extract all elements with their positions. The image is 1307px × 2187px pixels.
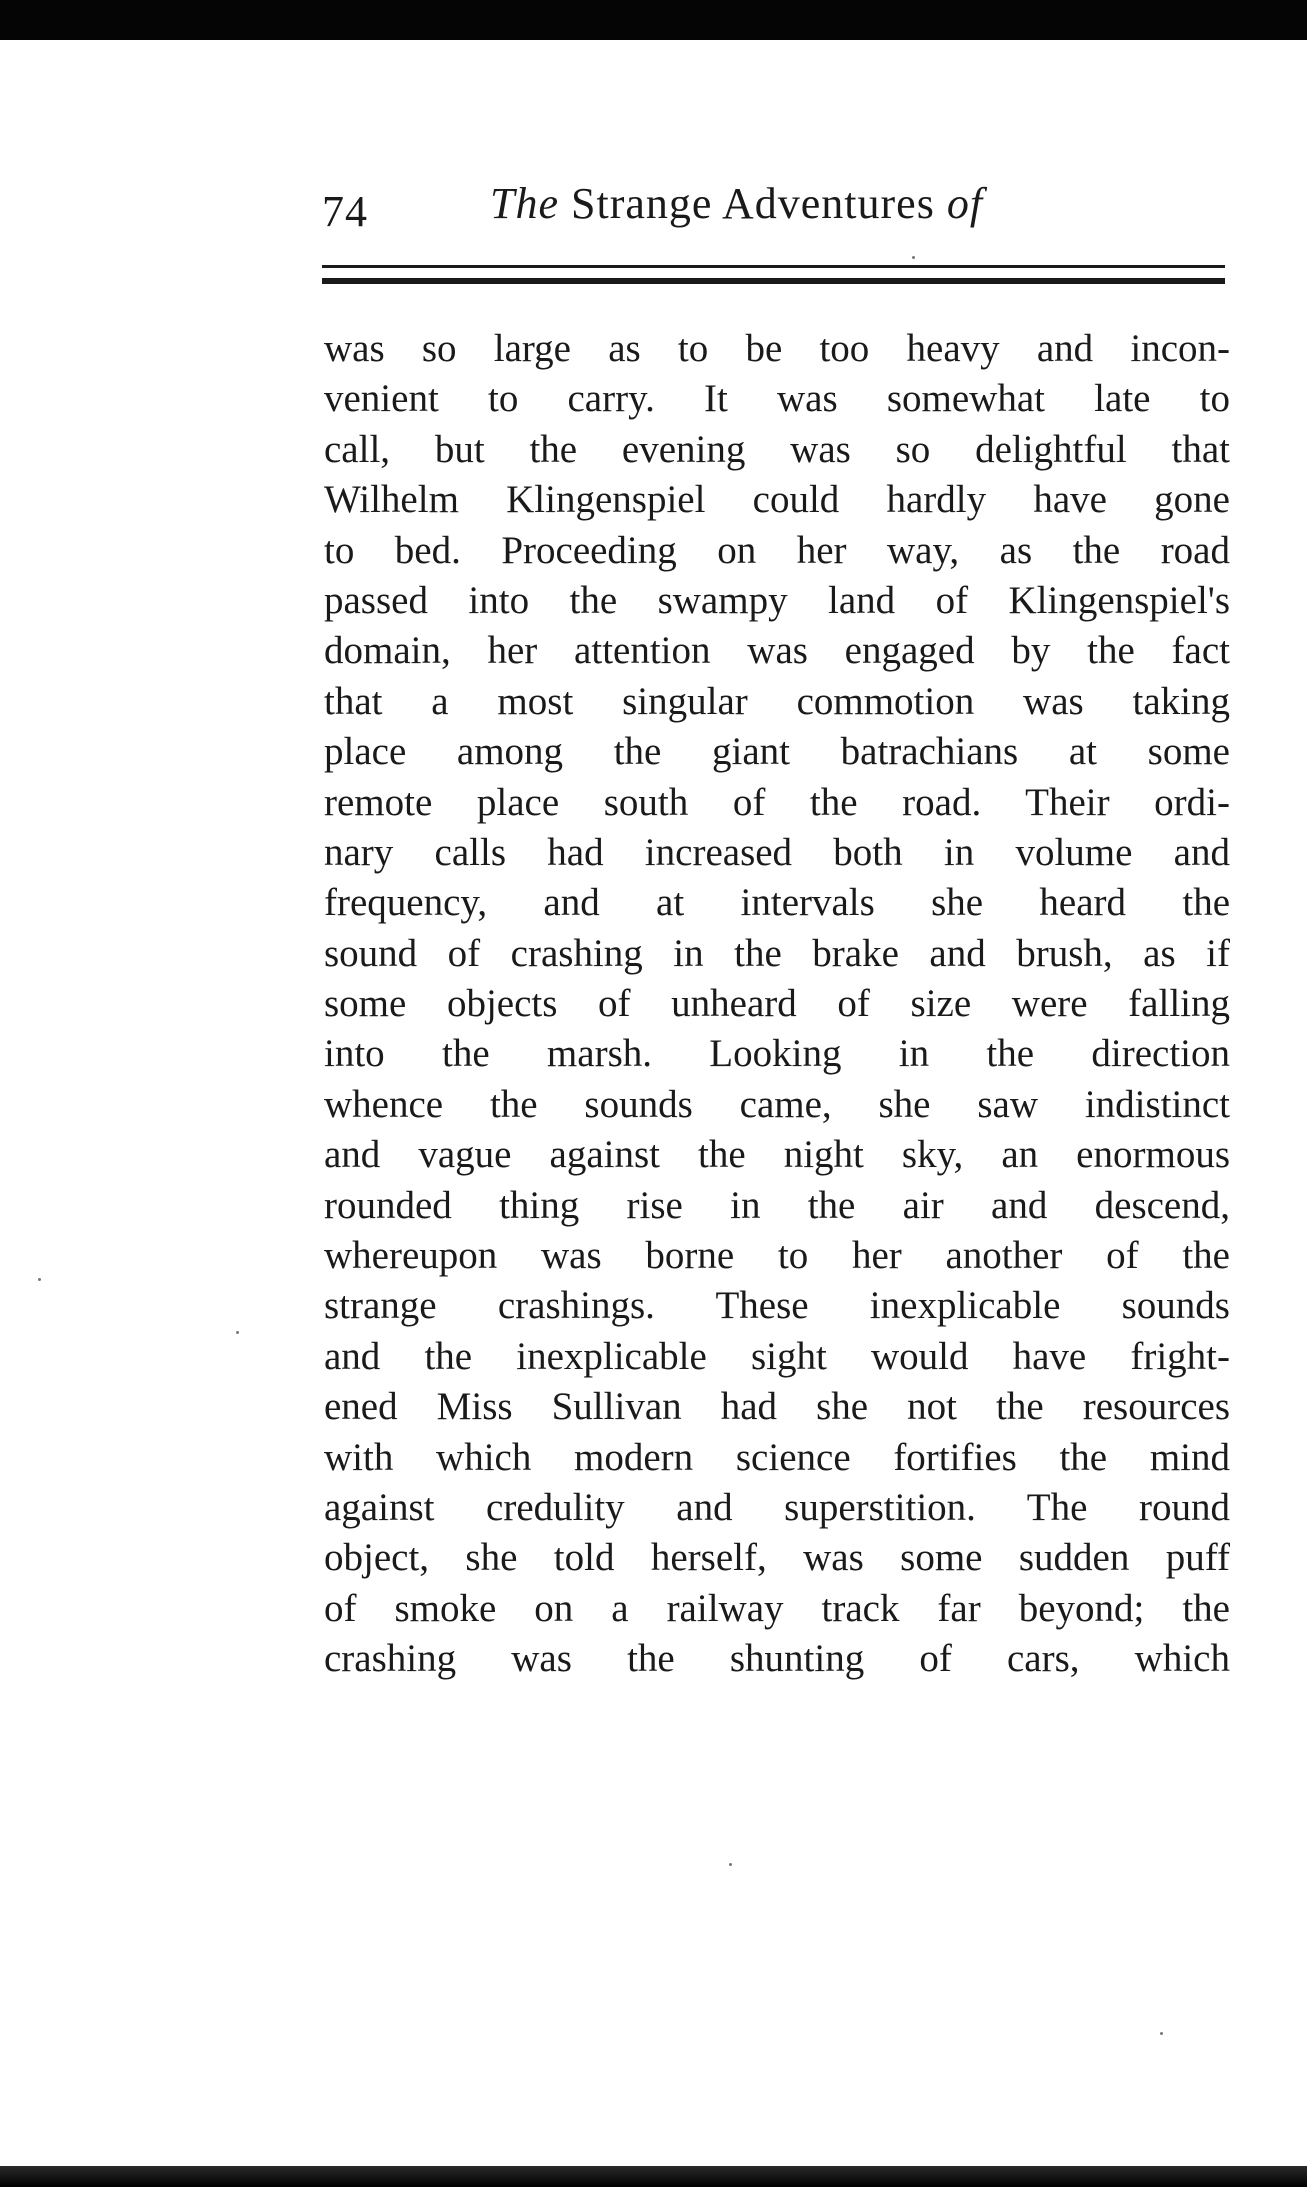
text-line: and the inexplicable sight would have fright-	[324, 1334, 1230, 1378]
header-rule-thick	[322, 278, 1225, 284]
page-number: 74	[322, 187, 368, 236]
text-line: was so large as to be too heavy and incon-	[324, 327, 1230, 370]
paper-speck	[236, 1331, 239, 1334]
text-line: rounded thing rise in the air and descend,	[324, 1183, 1230, 1227]
text-line: with which modern science fortifies the mind	[324, 1435, 1230, 1479]
running-head	[322, 172, 1227, 242]
text-line: domain, her attention was engaged by the fact	[324, 629, 1230, 673]
paper-speck	[38, 1278, 41, 1281]
text-line: against credulity and superstition. The round	[324, 1485, 1230, 1529]
running-title-the: The	[490, 179, 559, 228]
text-line: object, she told herself, was some sudden puff	[324, 1536, 1230, 1580]
text-line: some objects of unheard of size were falling	[324, 982, 1230, 1026]
text-line: of smoke on a railway track far beyond; the	[324, 1586, 1230, 1630]
paper-speck	[1160, 2032, 1163, 2035]
text-line: into the marsh. Looking in the direction	[324, 1032, 1230, 1076]
body-text	[324, 324, 1230, 1685]
scan-edge-bottom	[0, 2166, 1307, 2187]
paper-speck	[912, 256, 915, 259]
running-title	[490, 178, 983, 229]
text-line: crashing was the shunting of cars, which	[324, 1637, 1230, 1681]
paper-speck	[729, 1863, 732, 1866]
text-line: nary calls had increased both in volume and	[324, 830, 1230, 874]
running-title-of: of	[946, 179, 984, 228]
text-line: and vague against the night sky, an enormous	[324, 1133, 1230, 1177]
text-line: Wilhelm Klingenspiel could hardly have gone	[324, 478, 1230, 522]
header-rule-thin	[322, 265, 1225, 268]
text-line: strange crashings. These inexplicable sounds	[324, 1284, 1230, 1328]
text-line: passed into the swampy land of Klingenspiel's	[324, 578, 1230, 622]
text-line: whence the sounds came, she saw indistinct	[324, 1082, 1230, 1126]
text-line: whereupon was borne to her another of the	[324, 1234, 1230, 1278]
text-line: to bed. Proceeding on her way, as the road	[324, 528, 1230, 572]
text-line: sound of crashing in the brake and brush, as if	[324, 931, 1230, 975]
text-line: that a most singular commotion was taking	[324, 679, 1230, 723]
running-title-middle: Strange Adventures	[571, 179, 935, 228]
text-line: call, but the evening was so delightful that	[324, 427, 1230, 471]
text-line: frequency, and at intervals she heard the	[324, 881, 1230, 925]
text-line: place among the giant batrachians at some	[324, 730, 1230, 774]
text-line: ened Miss Sullivan had she not the resources	[324, 1385, 1230, 1429]
text-line: venient to carry. It was somewhat late to	[324, 377, 1230, 421]
text-line: remote place south of the road. Their ordi-	[324, 780, 1230, 824]
scan-edge-top	[0, 0, 1307, 40]
